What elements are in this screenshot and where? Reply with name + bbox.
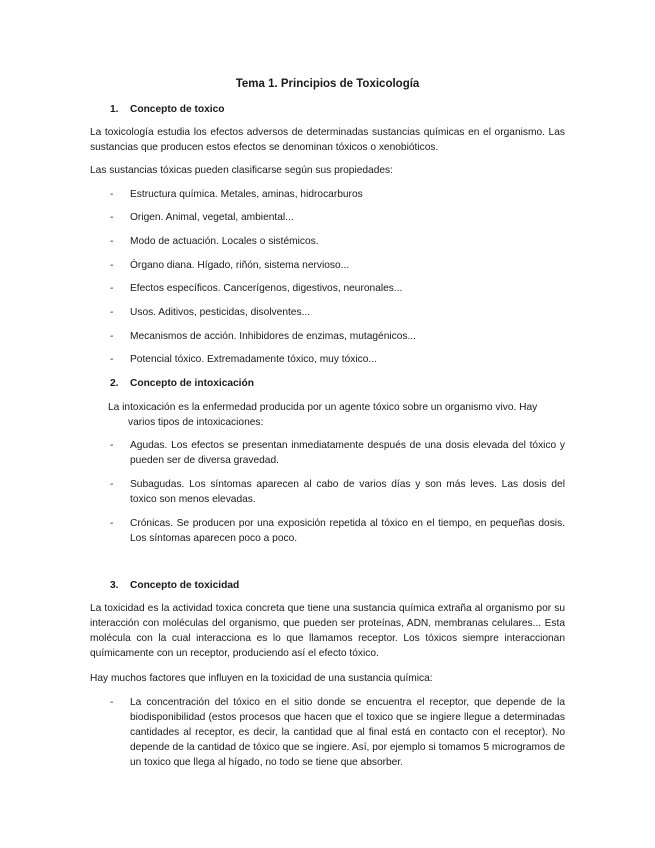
bullet-dash: - [110, 440, 114, 451]
list-item-text: Subagudas. Los síntomas aparecen al cabo de varios días y son más leves. Las dosis del toxico son menos elevadas. [130, 479, 565, 505]
paragraph: Las sustancias tóxicas pueden clasificarse según sus propiedades: [90, 165, 393, 176]
section-number: 1. [110, 104, 119, 115]
list-item-text: Origen. Animal, vegetal, ambiental... [130, 212, 294, 223]
section-3-heading [110, 578, 239, 593]
section-2-heading [110, 376, 254, 391]
bullet-dash: - [110, 212, 114, 223]
bullet-dash: - [110, 260, 114, 271]
section-number: 3. [110, 580, 119, 591]
list-item-text: Estructura química. Metales, aminas, hidrocarburos [130, 189, 363, 200]
bullet-dash: - [110, 331, 114, 342]
section-title: Concepto de toxicidad [130, 580, 240, 591]
list-item-text: Potencial tóxico. Extremadamente tóxico, muy tóxico... [130, 354, 377, 365]
paragraph [108, 400, 565, 430]
list-item-text: Efectos específicos. Cancerígenos, digestivos, neuronales... [130, 283, 403, 294]
section-number: 2. [110, 378, 119, 389]
paragraph-line: La intoxicación es la enfermedad producida por un agente tóxico sobre un organismo vivo. Hay [108, 402, 538, 413]
document-title: Tema 1. Principios de Toxicología [235, 78, 420, 90]
list-item-text: Usos. Aditivos, pesticidas, disolventes... [130, 307, 311, 318]
list-item-text: Mecanismos de acción. Inhibidores de enzimas, mutagénicos... [130, 331, 416, 342]
section-title: Concepto de toxico [130, 104, 225, 115]
bullet-dash: - [110, 307, 114, 318]
paragraph: La toxicología estudia los efectos adversos de determinadas sustancias químicas en el organismo. Las sustancias que producen estos efectos se denominan tóxicos o xenobióticos. [90, 127, 565, 153]
section-title: Concepto de intoxicación [130, 378, 254, 389]
list-item-text: Órgano diana. Hígado, riñón, sistema nervioso... [130, 260, 350, 271]
list-item-text: La concentración del tóxico en el sitio donde se encuentra el receptor, que depende de la biodisponibilidad (estos procesos que hacen que el toxico que se ingiere llegue a determinadas cantidades al receptor, es decir, la cantidad que al final está en contacto con el receptor). No depende de la cantidad de tóxico que se ingiere. Así, por ejemplo si tomamos 5 microgramos de un toxico que llega al hígado, no todo se tiene que absorber. [130, 697, 565, 768]
list-item-text: Crónicas. Se producen por una exposición repetida al tóxico en el tiempo, en pequeñas dosis. Los síntomas aparecen poco a poco. [130, 518, 565, 544]
list-item-text: Modo de actuación. Locales o sistémicos. [130, 236, 319, 247]
bullet-dash: - [110, 697, 114, 708]
paragraph: La toxicidad es la actividad toxica concreta que tiene una sustancia química extraña al organismo por su interacción con moléculas del organismo, que pueden ser proteínas, ADN, membranas celulares... Esta molécula con la cual interacciona es lo que llamamos receptor. Los tóxicos siempre interaccionan químicamente con un receptor, produciendo así el efecto tóxico. [90, 603, 565, 659]
bullet-dash: - [110, 236, 114, 247]
bullet-dash: - [110, 518, 114, 529]
list-item-text: Agudas. Los efectos se presentan inmediatamente después de una dosis elevada del tóxico y pueden ser de diversa gravedad. [130, 440, 565, 466]
bullet-dash: - [110, 479, 114, 490]
paragraph: Hay muchos factores que influyen en la toxicidad de una sustancia química: [90, 673, 433, 684]
bullet-dash: - [110, 354, 114, 365]
bullet-dash: - [110, 189, 114, 200]
paragraph-line: varios tipos de intoxicaciones: [128, 417, 264, 428]
section-1-heading [110, 102, 225, 117]
bullet-dash: - [110, 283, 114, 294]
